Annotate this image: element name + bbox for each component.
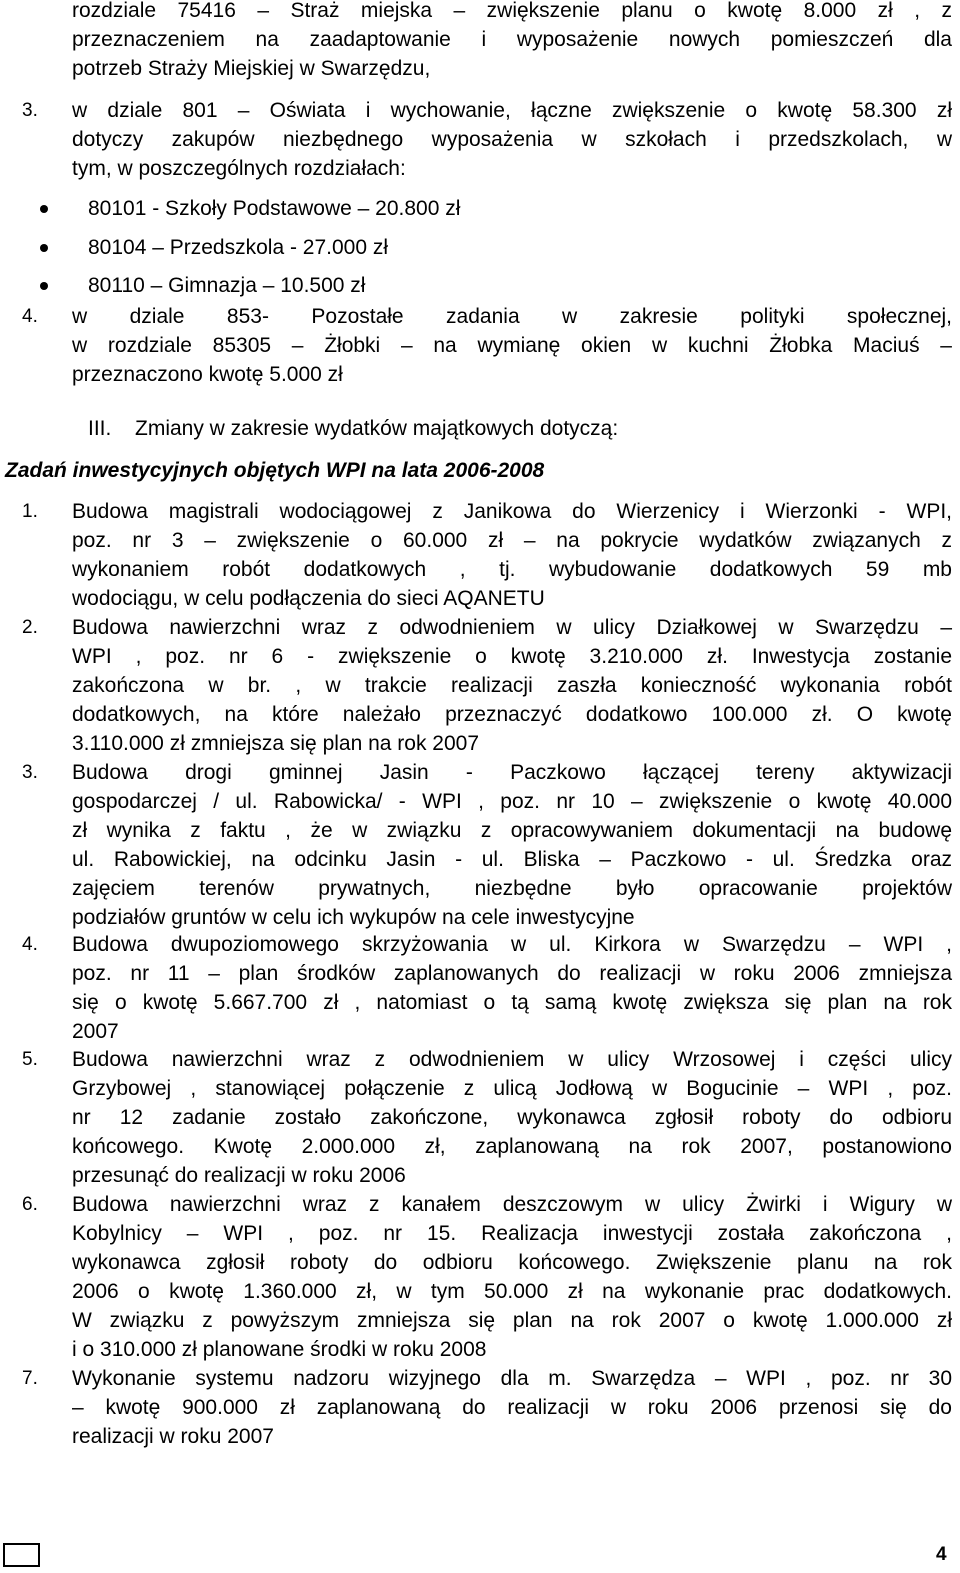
paragraph-line: poz. nr 11 – plan środków zaplanowanych do realizacji w roku 2006 zmniejsza	[72, 962, 952, 985]
bullet-item: 80104 – Przedszkola - 27.000 zł	[88, 236, 389, 259]
paragraph-line: zł wynika z faktu , że w związku z opracowywaniem dokumentacji na budowę	[72, 819, 952, 842]
bullet-icon	[40, 282, 48, 290]
list-number: 4.	[22, 934, 38, 955]
paragraph-line: przeznaczeniem na zaadaptowanie i wyposażenie nowych pomieszczeń dla	[72, 28, 952, 51]
paragraph-line: – kwotę 900.000 zł zaplanowaną do realizacji w roku 2006 przenosi się do	[72, 1396, 952, 1419]
footer-box	[3, 1543, 40, 1567]
paragraph-line: przesunąć do realizacji w roku 2006	[72, 1164, 406, 1187]
bullet-icon	[40, 244, 48, 252]
paragraph-line: W związku z powyższym zmniejsza się plan na rok 2007 o kwotę 1.000.000 zł	[72, 1309, 952, 1332]
bullet-item: 80101 - Szkoły Podstawowe – 20.800 zł	[88, 197, 461, 220]
paragraph-line: 3.110.000 zł zmniejsza się plan na rok 2007	[72, 732, 480, 755]
paragraph-line: zajęciem terenów prywatnych, niezbędne było opracowanie projektów	[72, 877, 952, 900]
list-number: 3.	[22, 100, 38, 121]
paragraph-line: zakończona w br. , w trakcie realizacji zaszła konieczność wykonania robót	[72, 674, 952, 697]
paragraph-line: dotyczy zakupów niezbędnego wyposażenia w szkołach i przedszkolach, w	[72, 128, 952, 151]
list-number: 3.	[22, 762, 38, 783]
section-title: Zmiany w zakresie wydatków majątkowych dotyczą:	[135, 417, 619, 440]
list-number: 4.	[22, 306, 38, 327]
paragraph-line: Budowa drogi gminnej Jasin - Paczkowo łączącej tereny aktywizacji	[72, 761, 952, 784]
paragraph-line: nr 12 zadanie zostało zakończone, wykonawca zgłosił roboty do odbioru	[72, 1106, 952, 1129]
paragraph-line: w dziale 853- Pozostałe zadania w zakresie polityki społecznej,	[72, 305, 952, 328]
paragraph-line: wodociągu, w celu podłączenia do sieci AQANETU	[72, 587, 545, 610]
list-number: 5.	[22, 1049, 38, 1070]
wpi-heading: Zadań inwestycyjnych objętych WPI na lata 2006-2008	[5, 459, 545, 482]
paragraph-line: WPI , poz. nr 6 - zwiększenie o kwotę 3.210.000 zł. Inwestycja zostanie	[72, 645, 952, 668]
paragraph-line: Wykonanie systemu nadzoru wizyjnego dla m. Swarzędza – WPI , poz. nr 30	[72, 1367, 952, 1390]
list-number: 2.	[22, 617, 38, 638]
paragraph-line: Grzybowej , stanowiącej połączenie z ulicą Jodłową w Bogucinie – WPI , poz.	[72, 1077, 952, 1100]
paragraph-line: wykonaniem robót dodatkowych , tj. wybudowanie dodatkowych 59 mb	[72, 558, 952, 581]
list-number: 6.	[22, 1194, 38, 1215]
paragraph-line: ul. Rabowickiej, na odcinku Jasin - ul. Bliska – Paczkowo - ul. Średzka oraz	[72, 848, 952, 871]
paragraph-line: Budowa nawierzchni wraz z kanałem deszczowym w ulicy Żwirki i Wigury w	[72, 1193, 952, 1216]
paragraph-line: końcowego. Kwotę 2.000.000 zł, zaplanowaną na rok 2007, postanowiono	[72, 1135, 952, 1158]
paragraph-line: realizacji w roku 2007	[72, 1425, 274, 1448]
bullet-item: 80110 – Gimnazja – 10.500 zł	[88, 274, 366, 297]
paragraph-line: rozdziale 75416 – Straż miejska – zwiększenie planu o kwotę 8.000 zł , z	[72, 0, 952, 22]
paragraph-line: wykonawca zgłosił roboty do odbioru końcowego. Zwiększenie planu na rok	[72, 1251, 952, 1274]
paragraph-line: gospodarczej / ul. Rabowicka/ - WPI , poz. nr 10 – zwiększenie o kwotę 40.000	[72, 790, 952, 813]
paragraph-line: 2007	[72, 1020, 119, 1043]
paragraph-line: poz. nr 3 – zwiększenie o 60.000 zł – na pokrycie wydatków związanych z	[72, 529, 952, 552]
list-number: 7.	[22, 1368, 38, 1389]
paragraph-line: Budowa dwupoziomowego skrzyżowania w ul. Kirkora w Swarzędzu – WPI ,	[72, 933, 952, 956]
list-number: 1.	[22, 501, 38, 522]
paragraph-line: 2006 o kwotę 1.360.000 zł, w tym 50.000 zł na wykonanie prac dodatkowych.	[72, 1280, 952, 1303]
paragraph-line: Kobylnicy – WPI , poz. nr 15. Realizacja inwestycji została zakończona ,	[72, 1222, 952, 1245]
paragraph-line: potrzeb Straży Miejskiej w Swarzędzu,	[72, 57, 431, 80]
paragraph-line: podziałów gruntów w celu ich wykupów na cele inwestycyjne	[72, 906, 635, 929]
paragraph-line: przeznaczono kwotę 5.000 zł	[72, 363, 343, 386]
paragraph-line: w dziale 801 – Oświata i wychowanie, łączne zwiększenie o kwotę 58.300 zł	[72, 99, 952, 122]
paragraph-line: w rozdziale 85305 – Żłobki – na wymianę okien w kuchni Żłobka Maciuś –	[72, 334, 952, 357]
page-number: 4	[936, 1544, 947, 1565]
paragraph-line: tym, w poszczególnych rozdziałach:	[72, 157, 406, 180]
paragraph-line: Budowa nawierzchni wraz z odwodnieniem w ulicy Działkowej w Swarzędzu –	[72, 616, 952, 639]
bullet-icon	[40, 205, 48, 213]
paragraph-line: się o kwotę 5.667.700 zł , natomiast o tą samą kwotę zwiększa się plan na rok	[72, 991, 952, 1014]
paragraph-line: Budowa magistrali wodociągowej z Janikowa do Wierzenicy i Wierzonki - WPI,	[72, 500, 952, 523]
paragraph-line: dodatkowych, na które należało przeznaczyć dodatkowo 100.000 zł. O kwotę	[72, 703, 952, 726]
section-roman: III.	[88, 417, 112, 440]
paragraph-line: Budowa nawierzchni wraz z odwodnieniem w ulicy Wrzosowej i części ulicy	[72, 1048, 952, 1071]
paragraph-line: i o 310.000 zł planowane środki w roku 2008	[72, 1338, 487, 1361]
